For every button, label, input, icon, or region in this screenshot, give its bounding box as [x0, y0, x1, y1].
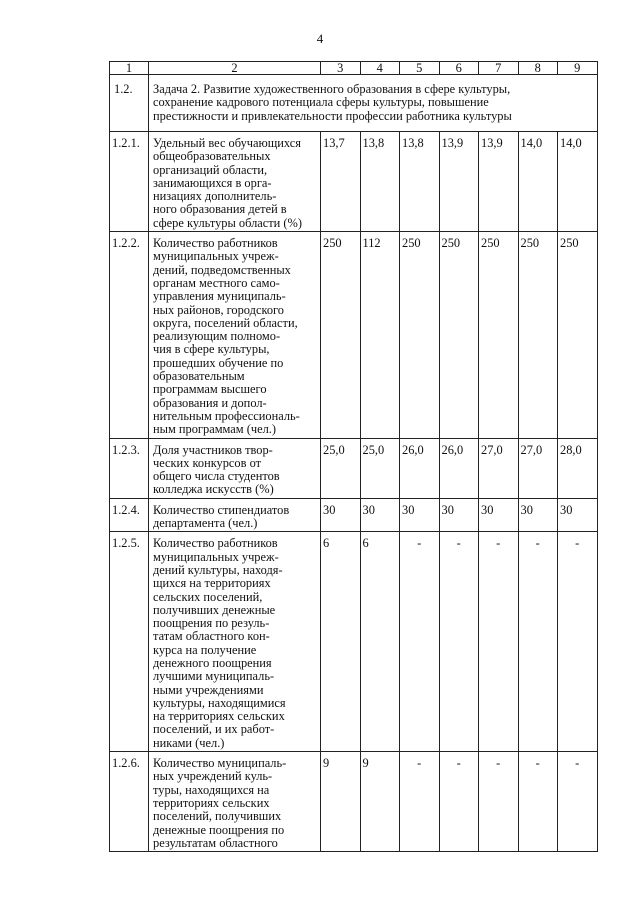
value-cell: 250 [518, 232, 558, 438]
row-description [149, 752, 321, 852]
table-row [110, 532, 598, 752]
value-cell: - [518, 752, 558, 852]
page-number: 4 [316, 31, 324, 46]
description-line: Количество работников [153, 536, 278, 551]
row-number: 1.2.5. [110, 532, 149, 752]
value-cell: 30 [321, 498, 361, 532]
description-line: округа, поселений области, [153, 315, 298, 330]
description-line: ного образования детей в [153, 202, 287, 217]
value-cell: 27,0 [479, 438, 519, 498]
description-line: ческих конкурсов от [153, 455, 262, 470]
description-line: Удельный вес обучающихся [153, 136, 301, 150]
row-number: 1.2.6. [110, 752, 149, 852]
description-line: ных учреждений куль- [153, 769, 273, 784]
description-line: образовательным [153, 369, 245, 384]
description-line: департамента (чел.) [153, 516, 258, 531]
description-line: никами (чел.) [153, 735, 225, 750]
value-cell: 30 [400, 498, 440, 532]
value-cell: - [479, 532, 519, 752]
value-cell: 26,0 [439, 438, 479, 498]
header-row [110, 62, 598, 75]
description-line: органам местного само- [153, 275, 280, 290]
value-cell: - [479, 752, 519, 852]
description-line: Количество работников [153, 236, 278, 251]
value-cell: 6 [321, 532, 361, 752]
table-row [110, 752, 598, 852]
description-line: реализующим полномо- [153, 329, 281, 344]
value-cell: 6 [360, 532, 400, 752]
value-cell: 250 [558, 232, 598, 438]
description-line: муниципальных учреж- [153, 549, 279, 564]
value-cell: 25,0 [321, 438, 361, 498]
row-number: 1.2.4. [110, 498, 149, 532]
description-line: поселений, получивших [153, 809, 282, 824]
description-line: результатам областного [153, 835, 278, 850]
table-row [110, 438, 598, 498]
value-cell: 26,0 [400, 438, 440, 498]
row-number: 1.2.3. [110, 438, 149, 498]
table-row [110, 498, 598, 532]
value-cell: 27,0 [518, 438, 558, 498]
value-cell: 13,8 [360, 132, 400, 232]
description-line: Количество муниципаль- [153, 756, 287, 771]
value-cell: 13,8 [400, 132, 440, 232]
row-description [149, 438, 321, 498]
description-line: поселений, и их работ- [153, 722, 275, 737]
value-cell: - [558, 532, 598, 752]
row-description [149, 498, 321, 532]
value-cell: 112 [360, 232, 400, 438]
value-cell: 13,9 [439, 132, 479, 232]
description-line: щихся на территориях [153, 576, 271, 591]
description-line: поощрения по резуль- [153, 616, 270, 631]
table-row [110, 132, 598, 232]
value-cell: 14,0 [558, 132, 598, 232]
value-cell: 9 [360, 752, 400, 852]
value-cell: - [439, 752, 479, 852]
value-cell: 14,0 [518, 132, 558, 232]
value-cell: 30 [479, 498, 519, 532]
header-cell: 8 [518, 62, 558, 75]
value-cell: - [439, 532, 479, 752]
description-line: получивших денежные [153, 602, 276, 617]
description-line: денежные поощрения по [153, 822, 285, 837]
description-line: низациях дополнитель- [153, 189, 277, 204]
description-line: сельских поселений, [153, 589, 263, 604]
description-line: общеобразовательных [153, 149, 271, 164]
value-cell: 250 [479, 232, 519, 438]
description-line: дений, подведомственных [153, 262, 291, 277]
value-cell: 13,7 [321, 132, 361, 232]
value-cell: 30 [439, 498, 479, 532]
task-number: 1.2. [110, 75, 149, 132]
row-description [149, 532, 321, 752]
description-line: нительным профессиональ- [153, 408, 300, 423]
description-line: занимающихся в орга- [153, 175, 272, 190]
value-cell: 28,0 [558, 438, 598, 498]
description-line: общего числа студентов [153, 469, 280, 484]
description-line: на территориях сельских [153, 709, 285, 724]
description-line: ными учреждениями [153, 682, 264, 697]
row-description [149, 232, 321, 438]
header-cell: 3 [321, 62, 361, 75]
header-cell: 6 [439, 62, 479, 75]
task-title-line: сохранение кадрового потенциала сферы культуры, повышение [153, 95, 489, 110]
value-cell: - [400, 752, 440, 852]
description-line: чия в сфере культуры, [153, 342, 270, 357]
task-title-line: Задача 2. Развитие художественного образования в сфере культуры, [153, 82, 511, 96]
header-cell: 2 [149, 62, 321, 75]
description-line: туры, находящихся на [153, 782, 270, 797]
description-line: культуры, находящимися [153, 695, 286, 710]
description-line: лучшими муниципаль- [153, 669, 275, 684]
description-line: ных районов, городского [153, 302, 285, 317]
task-title-line: престижности и привлекательности профессии работника культуры [153, 108, 512, 123]
description-line: программам высшего [153, 382, 267, 397]
description-line: Доля участников твор- [153, 442, 273, 457]
table-body [110, 62, 598, 852]
description-line: территориях сельских [153, 795, 270, 810]
description-line: курса на получение [153, 642, 257, 657]
header-cell: 4 [360, 62, 400, 75]
description-line: ным программам (чел.) [153, 422, 276, 437]
value-cell: 30 [558, 498, 598, 532]
description-line: татам областного кон- [153, 629, 270, 644]
description-line: образования и допол- [153, 395, 267, 410]
row-description [149, 132, 321, 232]
description-line: Количество стипендиатов [153, 502, 290, 517]
value-cell: - [558, 752, 598, 852]
task-row [110, 75, 598, 132]
value-cell: 13,9 [479, 132, 519, 232]
value-cell: 250 [439, 232, 479, 438]
value-cell: 30 [360, 498, 400, 532]
description-line: управления муниципаль- [153, 289, 286, 304]
value-cell: 30 [518, 498, 558, 532]
description-line: прошедших обучение по [153, 355, 284, 370]
header-cell: 9 [558, 62, 598, 75]
indicators-table [109, 61, 598, 852]
header-cell: 7 [479, 62, 519, 75]
value-cell: - [400, 532, 440, 752]
header-cell: 5 [400, 62, 440, 75]
value-cell: 9 [321, 752, 361, 852]
value-cell: 250 [400, 232, 440, 438]
table-row [110, 232, 598, 438]
task-title [149, 75, 598, 132]
description-line: организаций области, [153, 162, 268, 177]
value-cell: - [518, 532, 558, 752]
value-cell: 25,0 [360, 438, 400, 498]
row-number: 1.2.2. [110, 232, 149, 438]
description-line: сфере культуры области (%) [153, 215, 302, 230]
description-line: дений культуры, находя- [153, 562, 283, 577]
row-number: 1.2.1. [110, 132, 149, 232]
value-cell: 250 [321, 232, 361, 438]
header-cell: 1 [110, 62, 149, 75]
description-line: денежного поощрения [153, 655, 272, 670]
description-line: муниципальных учреж- [153, 249, 279, 264]
description-line: колледжа искусств (%) [153, 482, 274, 497]
